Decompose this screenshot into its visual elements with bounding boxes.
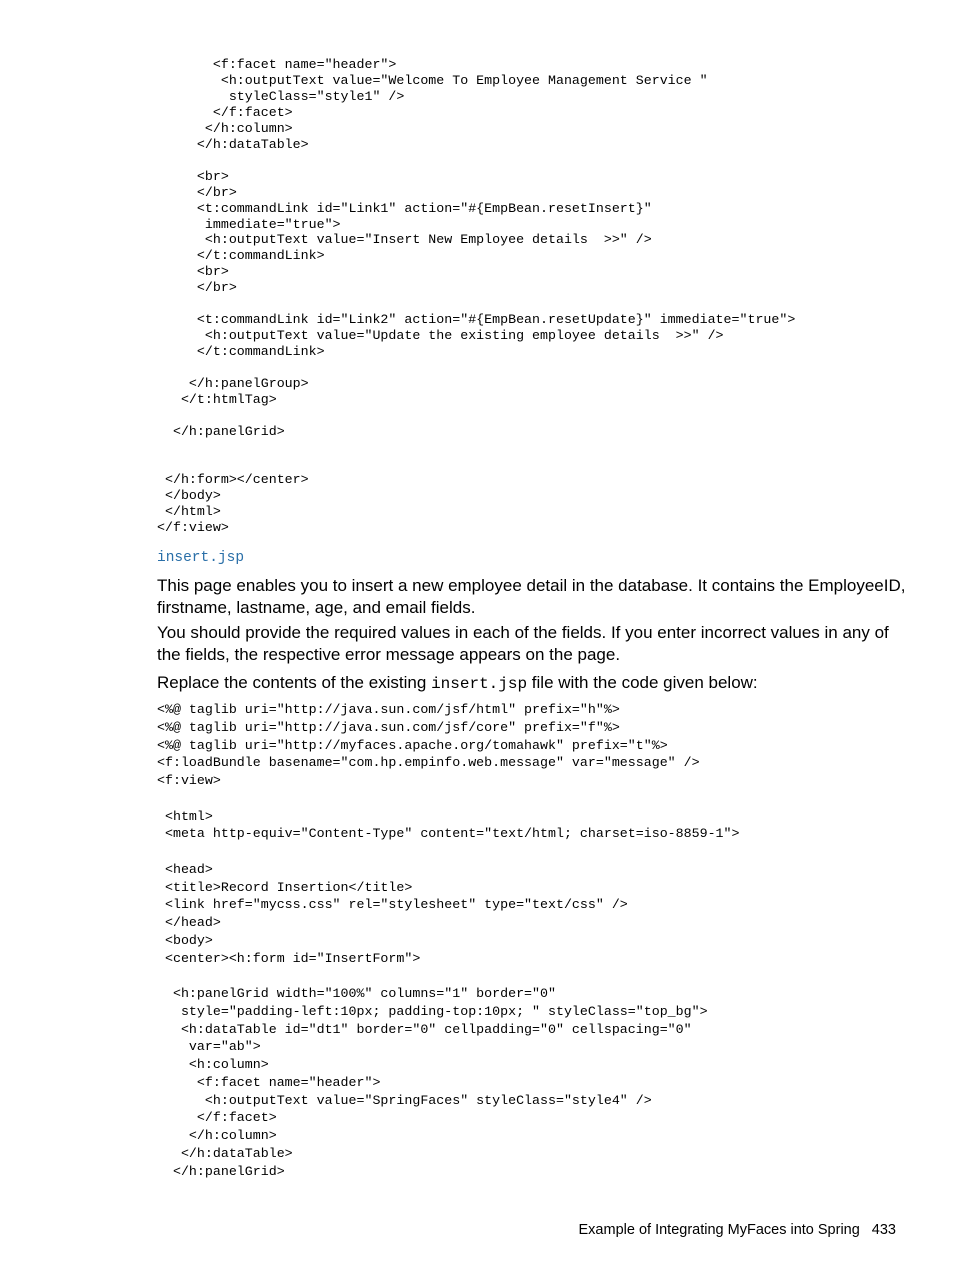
inline-code-filename: insert.jsp	[431, 675, 528, 693]
paragraph-text-after: file with the code given below:	[527, 673, 758, 692]
page-footer	[579, 1222, 896, 1238]
code-listing-top: <f:facet name="header"> <h:outputText value="Welcome To Employee Management Service " styleClass="style1" /> </f:facet> </h:column> </h:dataTable> <br> </br> <t:commandLink id="Link1" action="#{EmpBean.resetInsert}" immediate="true"> <h:outputText value="Insert New Employee details >>" /> </t:commandLink> <br> </br> <t:commandLink id="Link2" action="#{EmpBean.resetUpdate}" immediate="true"> <h:outputText value="Update the existing employee details >>" /> </t:commandLink> </h:panelGroup> </t:htmlTag> </h:panelGrid> </h:form></center> </body> </html> </f:view>	[157, 57, 796, 535]
paragraph-description: This page enables you to insert a new employee detail in the database. It contains the EmployeeID, firstname, lastname, age, and email fields.	[157, 576, 906, 617]
page-number: 433	[871, 1222, 896, 1238]
code-listing-insert-jsp: <%@ taglib uri="http://java.sun.com/jsf/html" prefix="h"%> <%@ taglib uri="http://java.sun.com/jsf/core" prefix="f"%> <%@ taglib uri="http://myfaces.apache.org/tomahawk" prefix="t"%> <f:loadBundle basename="com.hp.empinfo.web.message" var="message" /> <f:view> <html> <meta http-equiv="Content-Type" content="text/html; charset=iso-8859-1"> <head> <title>Record Insertion</title> <link href="mycss.css" rel="stylesheet" type="text/css" /> </head> <body> <center><h:form id="InsertForm"> <h:panelGrid width="100%" columns="1" border="0" style="padding-left:10px; padding-top:10px; " styleClass="top_bg"> <h:dataTable id="dt1" border="0" cellpadding="0" cellspacing="0" var="ab"> <h:column> <f:facet name="header"> <h:outputText value="SpringFaces" styleClass="style4" /> </f:facet> </h:column> </h:dataTable> </h:panelGrid>	[157, 702, 740, 1179]
paragraph-text-before: Replace the contents of the existing	[157, 673, 432, 692]
paragraph-replace-contents	[157, 672, 907, 696]
paragraph-instructions: You should provide the required values in each of the fields. If you enter incorrect values in any of the fields, the respective error message appears on the page.	[157, 623, 889, 664]
section-heading-insert-jsp: insert.jsp	[157, 550, 245, 566]
footer-title: Example of Integrating MyFaces into Spring	[578, 1222, 860, 1238]
